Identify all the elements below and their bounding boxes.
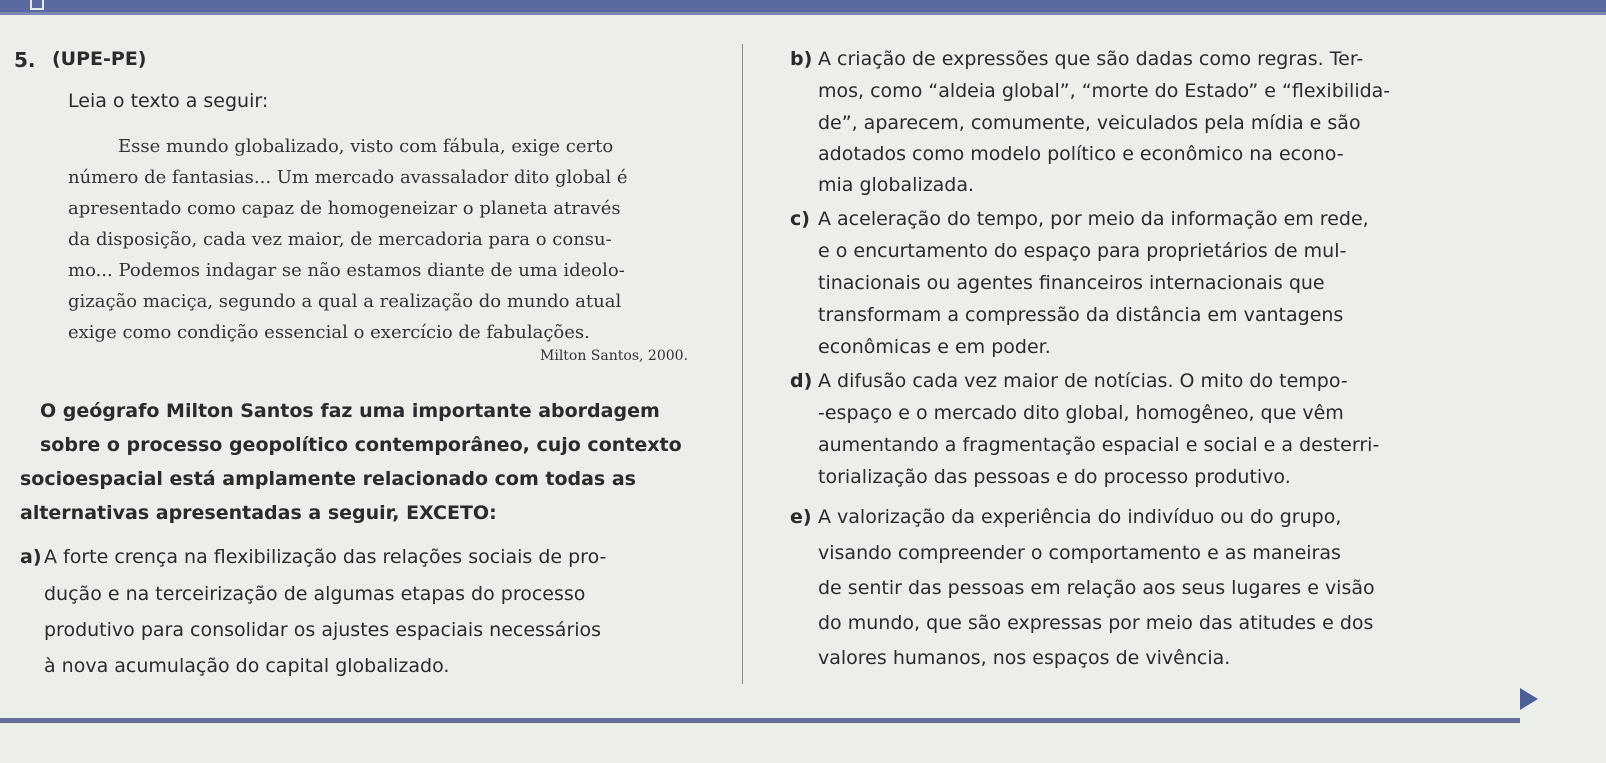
option-a-line: A forte crença na flexibilização das relações sociais de pro- [44,546,607,568]
bottom-border-bar [0,718,1520,723]
quote-line: apresentado como capaz de homogeneizar o planeta através [68,198,621,219]
option-e-line: do mundo, que são expressas por meio das atitudes e dos [818,612,1374,634]
option-d-line: torialização das pessoas e do processo produtivo. [818,466,1291,488]
option-e-line: visando compreender o comportamento e as maneiras [818,542,1341,564]
option-d-letter: d) [790,370,813,392]
quote-line: mo... Podemos indagar se não estamos diante de uma ideolo- [68,260,625,281]
statement-line: sobre o processo geopolítico contemporâneo, cujo contexto [40,434,682,456]
option-b-line: mia globalizada. [818,174,975,196]
statement-line: alternativas apresentadas a seguir, EXCETO: [20,502,497,524]
question-number: 5. [14,48,36,72]
question-source: (UPE-PE) [52,48,147,70]
option-a-line: dução e na terceirização de algumas etapas do processo [44,583,586,605]
option-e-line: de sentir das pessoas em relação aos seus lugares e visão [818,577,1375,599]
quote-line: exige como condição essencial o exercício de fabulações. [68,322,590,343]
arrow-right-icon [1520,688,1538,710]
option-b-line: adotados como modelo político e econômico na econo- [818,143,1344,165]
option-a-line: produtivo para consolidar os ajustes espaciais necessários [44,619,602,641]
quote-line: gização maciça, segundo a qual a realização do mundo atual [68,291,622,312]
option-d-line: -espaço e o mercado dito global, homogêneo, que vêm [818,402,1344,424]
top-border-bar [0,0,1606,12]
top-border-line [0,12,1606,15]
quote-line: da disposição, cada vez maior, de mercadoria para o consu- [68,229,612,250]
option-c-line: A aceleração do tempo, por meio da informação em rede, [818,208,1369,230]
quote-line: número de fantasias... Um mercado avassalador dito global é [68,167,628,188]
option-c-line: e o encurtamento do espaço para proprietários de mul- [818,240,1347,262]
option-c-line: econômicas e em poder. [818,336,1051,358]
option-b-letter: b) [790,48,813,70]
option-c-letter: c) [790,208,810,230]
option-b-line: A criação de expressões que são dadas como regras. Ter- [818,48,1364,70]
window-square-icon [30,0,44,10]
option-b-line: de”, aparecem, comumente, veiculados pela mídia e são [818,112,1361,134]
quote-line: Esse mundo globalizado, visto com fábula, exige certo [118,136,614,157]
option-c-line: transformam a compressão da distância em vantagens [818,304,1344,326]
option-e-letter: e) [790,506,812,528]
option-a-letter: a) [20,546,42,568]
option-a-line: à nova acumulação do capital globalizado. [44,655,450,677]
quote-author: Milton Santos, 2000. [540,348,688,364]
question-prompt: Leia o texto a seguir: [68,90,269,112]
option-c-line: tinacionais ou agentes financeiros internacionais que [818,272,1325,294]
option-e-line: A valorização da experiência do indivíduo ou do grupo, [818,506,1342,528]
statement-line: O geógrafo Milton Santos faz uma importante abordagem [40,400,660,422]
column-divider [742,44,743,684]
option-b-line: mos, como “aldeia global”, “morte do Estado” e “flexibilida- [818,80,1391,102]
option-d-line: aumentando a fragmentação espacial e social e a desterri- [818,434,1380,456]
statement-line: socioespacial está amplamente relacionado com todas as [20,468,636,490]
option-e-line: valores humanos, nos espaços de vivência. [818,647,1231,669]
option-d-line: A difusão cada vez maior de notícias. O mito do tempo- [818,370,1348,392]
